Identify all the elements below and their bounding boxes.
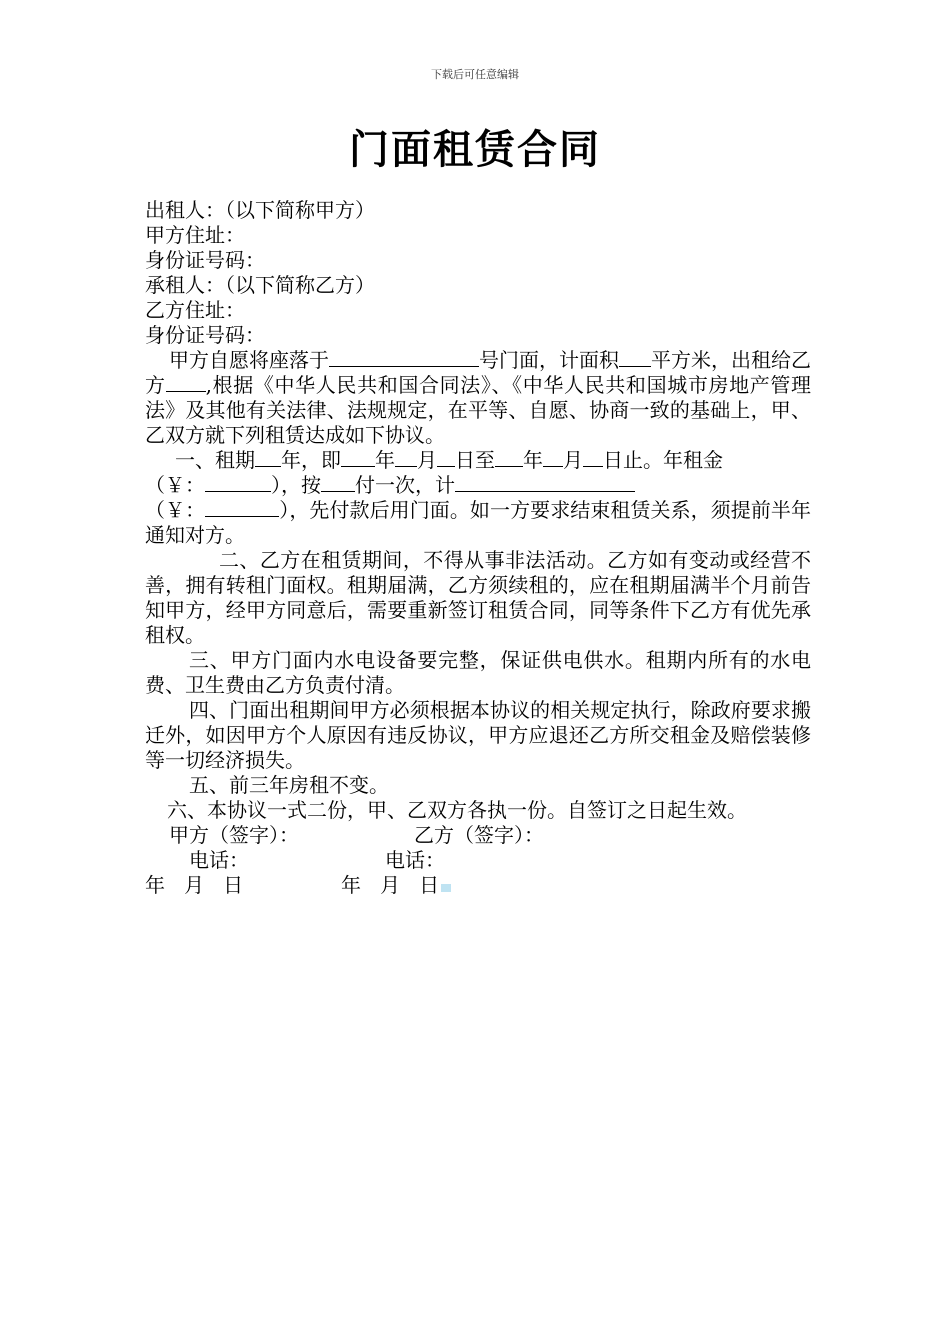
blank-payment-period	[321, 473, 355, 492]
lessee-line: 承租人：（以下简称乙方）	[145, 273, 375, 297]
date-line	[145, 873, 811, 898]
blank-start-year	[341, 448, 375, 467]
page-header-note: 下载后可任意编辑	[431, 68, 519, 81]
lessee-address-line: 乙方住址：	[145, 298, 245, 322]
lessor-id-line: 身份证号码：	[145, 248, 265, 272]
party-b-date: 年 月 日	[341, 873, 440, 897]
clause1-text-13: ），先付款后用门面。如一方要求结束租赁关系，须提前半年通知对方。	[145, 498, 812, 547]
clause-6: 六、本协议一式二份，甲、乙双方各执一份。自签订之日起生效。	[167, 798, 747, 822]
blank-start-day	[437, 448, 455, 467]
clause1-text-4: 月	[417, 448, 437, 472]
party-b-sign-label: 乙方（签字）：	[414, 823, 544, 847]
document-title: 门面租赁合同	[349, 126, 601, 173]
clause1-text-3: 年	[375, 448, 395, 472]
clause-5: 五、前三年房租不变。	[189, 773, 389, 797]
clause1-text-2: 年，即	[281, 448, 341, 472]
clause1-text-1: 一、租期	[175, 448, 255, 472]
party-a-phone-label: 电话：	[189, 848, 249, 872]
blank-annual-rent	[205, 473, 271, 492]
intro-text-1: 甲方自愿将座落于	[169, 348, 329, 372]
lessee-id-line: 身份证号码：	[145, 323, 265, 347]
cursor-marker-icon	[441, 884, 451, 892]
blank-end-year	[495, 448, 523, 467]
blank-end-month	[543, 448, 563, 467]
intro-text-3: 平方米，出租给乙方	[145, 348, 811, 397]
blank-area	[619, 348, 651, 367]
signature-line	[145, 823, 811, 848]
clause-2: 二、乙方在租赁期间，不得从事非法活动。乙方如有变动或经营不善，拥有转租门面权。租期届满，乙方须续租的，应在租期届满半个月前告知甲方，经甲方同意后，需要重新签订租赁合同，同等条件下乙方有优先承租权。	[145, 548, 811, 647]
clause1-text-7: 月	[563, 448, 583, 472]
intro-paragraph	[145, 348, 811, 448]
party-a-sign-label: 甲方（签字）：	[169, 823, 299, 847]
clause1-text-10: ），按	[271, 473, 321, 497]
clause1-text-8: 日止。年租金	[603, 448, 723, 472]
blank-location	[329, 348, 479, 367]
blank-start-month	[395, 448, 417, 467]
clause1-text-6: 年	[523, 448, 543, 472]
blank-lessee	[166, 373, 206, 392]
clause1-text-5: 日至	[455, 448, 495, 472]
intro-text-2: 号门面，计面积	[479, 348, 619, 372]
phone-line	[145, 848, 811, 873]
clause-3: 三、甲方门面内水电设备要完整，保证供电供水。租期内所有的水电费、卫生费由乙方负责付清。	[145, 648, 811, 697]
blank-end-day	[583, 448, 603, 467]
party-a-date: 年 月 日	[145, 873, 244, 897]
blank-term-years	[255, 448, 281, 467]
clause-1	[145, 448, 811, 548]
clause1-text-11: 付一次，计	[355, 473, 455, 497]
contract-body	[145, 198, 811, 898]
clause1-text-12: （￥：	[145, 498, 206, 522]
party-b-phone-label: 电话：	[385, 848, 445, 872]
intro-text-4: ,根据《中华人民共和国合同法》、《中华人民共和国城市房地产管理法》及其他有关法律、法规规定，在平等、自愿、协商一致的基础上，甲、乙双方就下列租赁达成如下协议。	[145, 373, 812, 447]
clause1-text-9: （￥：	[145, 473, 205, 497]
clause-4: 四、门面出租期间甲方必须根据本协议的相关规定执行，除政府要求搬迁外，如因甲方个人原因有违反协议，甲方应退还乙方所交租金及赔偿装修等一切经济损失。	[145, 698, 811, 772]
lessor-address-line: 甲方住址：	[145, 223, 245, 247]
blank-total-amount	[205, 498, 279, 517]
blank-total-words	[455, 473, 635, 492]
lessor-line: 出租人：（以下简称甲方）	[145, 198, 375, 222]
